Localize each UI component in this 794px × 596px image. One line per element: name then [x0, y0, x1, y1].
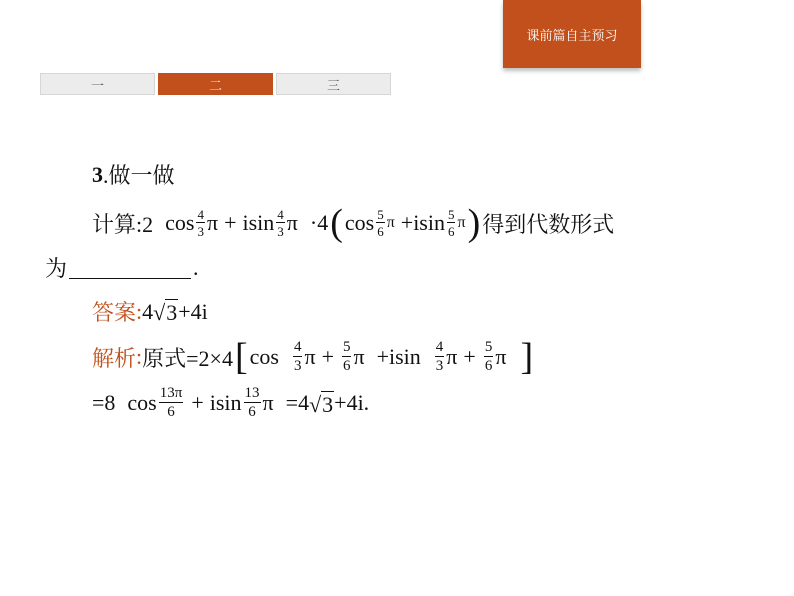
problem-line-1: 计算:2 cos $\frac{4}{3}$ π + isin $\frac{4}{3}$ π ·4 ( cos $\frac{5}{6}$ π +isin $\frac{5}{6}$ π ) 得到代数形式	[92, 202, 615, 244]
nav-tab-2[interactable]: 二	[158, 73, 273, 95]
sqrt-3: √ 3	[153, 300, 178, 325]
fraction-5-6-b: $\frac{5}{6}$	[447, 207, 455, 239]
left-paren: (	[330, 202, 343, 244]
nav-tab-1[interactable]: 一	[40, 73, 155, 95]
problem-line-2: 为 .	[45, 254, 199, 281]
cos-term: cos	[165, 210, 195, 235]
exercise-heading	[92, 159, 175, 190]
analysis-line-1: 解析 : 原式=2×4 [ cos $\frac{4}{3}$ π + $\frac{5}{6}$ π +isin $\frac{4}{3}$ π + $\frac{5}{6}$ π ]	[92, 336, 534, 378]
right-paren: )	[467, 202, 481, 244]
nav-tab-3[interactable]: 三	[276, 73, 391, 95]
left-bracket: [	[234, 336, 248, 378]
section-title-tab: 课前篇自主预习	[503, 0, 641, 68]
analysis-start: 原式=2×4	[142, 345, 233, 371]
analysis-label: 解析	[92, 345, 137, 371]
fraction-4-3-b: $\frac{4}{3}$	[277, 207, 284, 239]
heading-number: 3	[92, 161, 103, 187]
multiply-4: ·4	[309, 210, 329, 235]
answer-line: 答案 : 4 √ 3 +4i	[92, 296, 208, 327]
fraction-5-6: $\frac{5}{6}$	[377, 207, 384, 239]
heading-text: .做一做	[103, 163, 175, 188]
fraction-4-3: $\frac{4}{3}$	[197, 207, 204, 239]
analysis-line-2: =8 cos $\frac{13\pi}{6}$ + isin $\frac{13}{6}$ π =4 √ 3 +4i.	[92, 385, 370, 420]
answer-blank	[69, 256, 191, 279]
section-nav	[40, 73, 394, 95]
problem-prefix: 计算:2	[92, 211, 154, 237]
answer-label: 答案	[92, 300, 137, 325]
problem-suffix: 得到代数形式	[482, 211, 615, 237]
right-bracket: ]	[520, 336, 534, 378]
